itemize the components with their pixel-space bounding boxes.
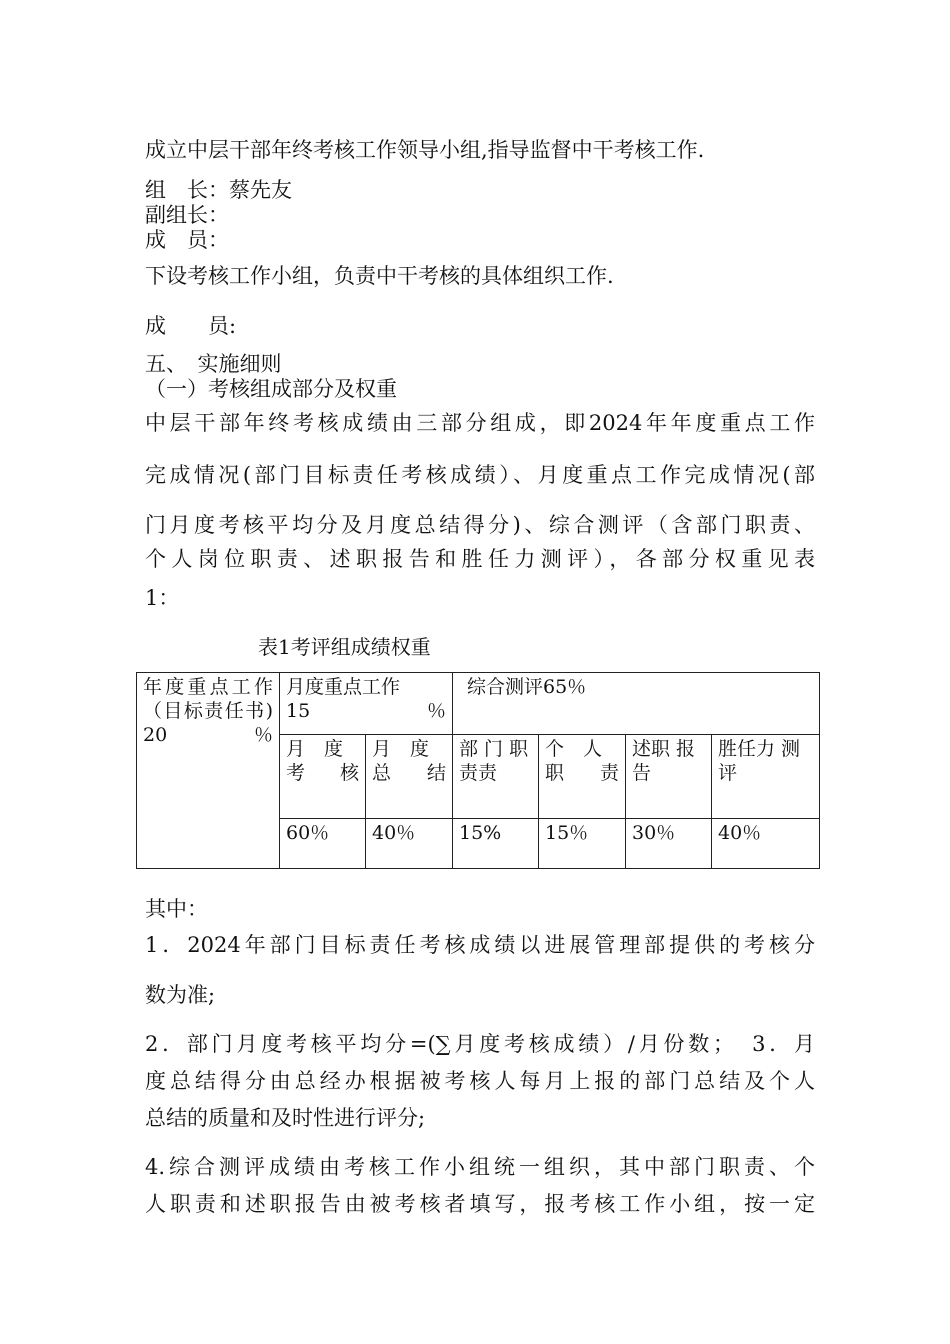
report-value: 30％ (626, 819, 712, 869)
body-line: 完成情况(部门目标责任考核成绩）、月度重点工作完成情况(部 (145, 463, 815, 487)
body-line: 1： (145, 586, 180, 610)
monthly-summary-value: 40％ (366, 819, 453, 869)
notes-heading: 其中： (145, 897, 208, 921)
leader-line: 组 长：蔡先友 (145, 178, 292, 202)
monthly-check-value: 60％ (280, 819, 366, 869)
report-header: 述职 报告 (626, 735, 712, 819)
table-caption: 表1考评组成绩权重 (258, 635, 431, 659)
members-line-2: 成 员: (145, 314, 237, 338)
annual-work-label-a: 年度重点工作 (143, 676, 273, 698)
note-line: 1．2024年部门目标责任考核成绩以进展管理部提供的考核分 (145, 933, 815, 957)
personal-duty-header: 个 人 职 责 (539, 735, 626, 819)
body-line: 中层干部年终考核成绩由三部分组成，即2024年年度重点工作 (145, 411, 815, 435)
competency-value: 40％ (712, 819, 820, 869)
note-line: 总结的质量和及时性进行评分; (145, 1106, 426, 1130)
note-line: 度总结得分由总经办根据被考核人每月上报的部门总结及个人 (145, 1069, 815, 1093)
monthly-check-header: 月 度 考核 (280, 735, 366, 819)
paragraph-working-group: 下设考核工作小组，负责中干考核的具体组织工作. (145, 264, 614, 288)
note-line: 数为准; (145, 983, 216, 1007)
annual-work-label-b: （目标责任书) 20％ (143, 700, 273, 746)
weights-table (136, 672, 820, 869)
paragraph-leading-group: 成立中层干部年终考核工作领导小组,指导监督中干考核工作. (145, 138, 705, 162)
section-heading-5: 五、 实施细则 (145, 352, 282, 376)
note-line: 4.综合测评成绩由考核工作小组统一组织，其中部门职责、个 (145, 1155, 815, 1179)
members-line: 成 员： (145, 228, 229, 252)
note-line: 人职责和述职报告由被考核者填写，报考核工作小组，按一定 (145, 1192, 815, 1216)
body-line: 门月度考核平均分及月度总结得分)、综合测评（含部门职责、 (145, 513, 815, 537)
subsection-heading-1: （一）考核组成部分及权重 (145, 377, 397, 401)
competency-header: 胜任力 测评 (712, 735, 820, 819)
monthly-work-header: 月度重点工作 15％ (280, 673, 453, 735)
body-line: 个人岗位职责、述职报告和胜任力测评），各部分权重见表 (145, 547, 815, 571)
note-line: 2．部门月度考核平均分=(∑月度考核成绩）/月份数； 3．月 (145, 1032, 815, 1056)
personal-duty-value: 15％ (539, 819, 626, 869)
annual-work-cell (137, 673, 280, 869)
composite-eval-header: 综合测评65％ (453, 673, 820, 735)
dept-duty-value: 15% (453, 819, 539, 869)
dept-duty-header: 部 门 职 责责 (453, 735, 539, 819)
vice-leader-line: 副组长： (145, 203, 229, 227)
monthly-summary-header: 月 度 总结 (366, 735, 453, 819)
table-row (137, 673, 820, 735)
